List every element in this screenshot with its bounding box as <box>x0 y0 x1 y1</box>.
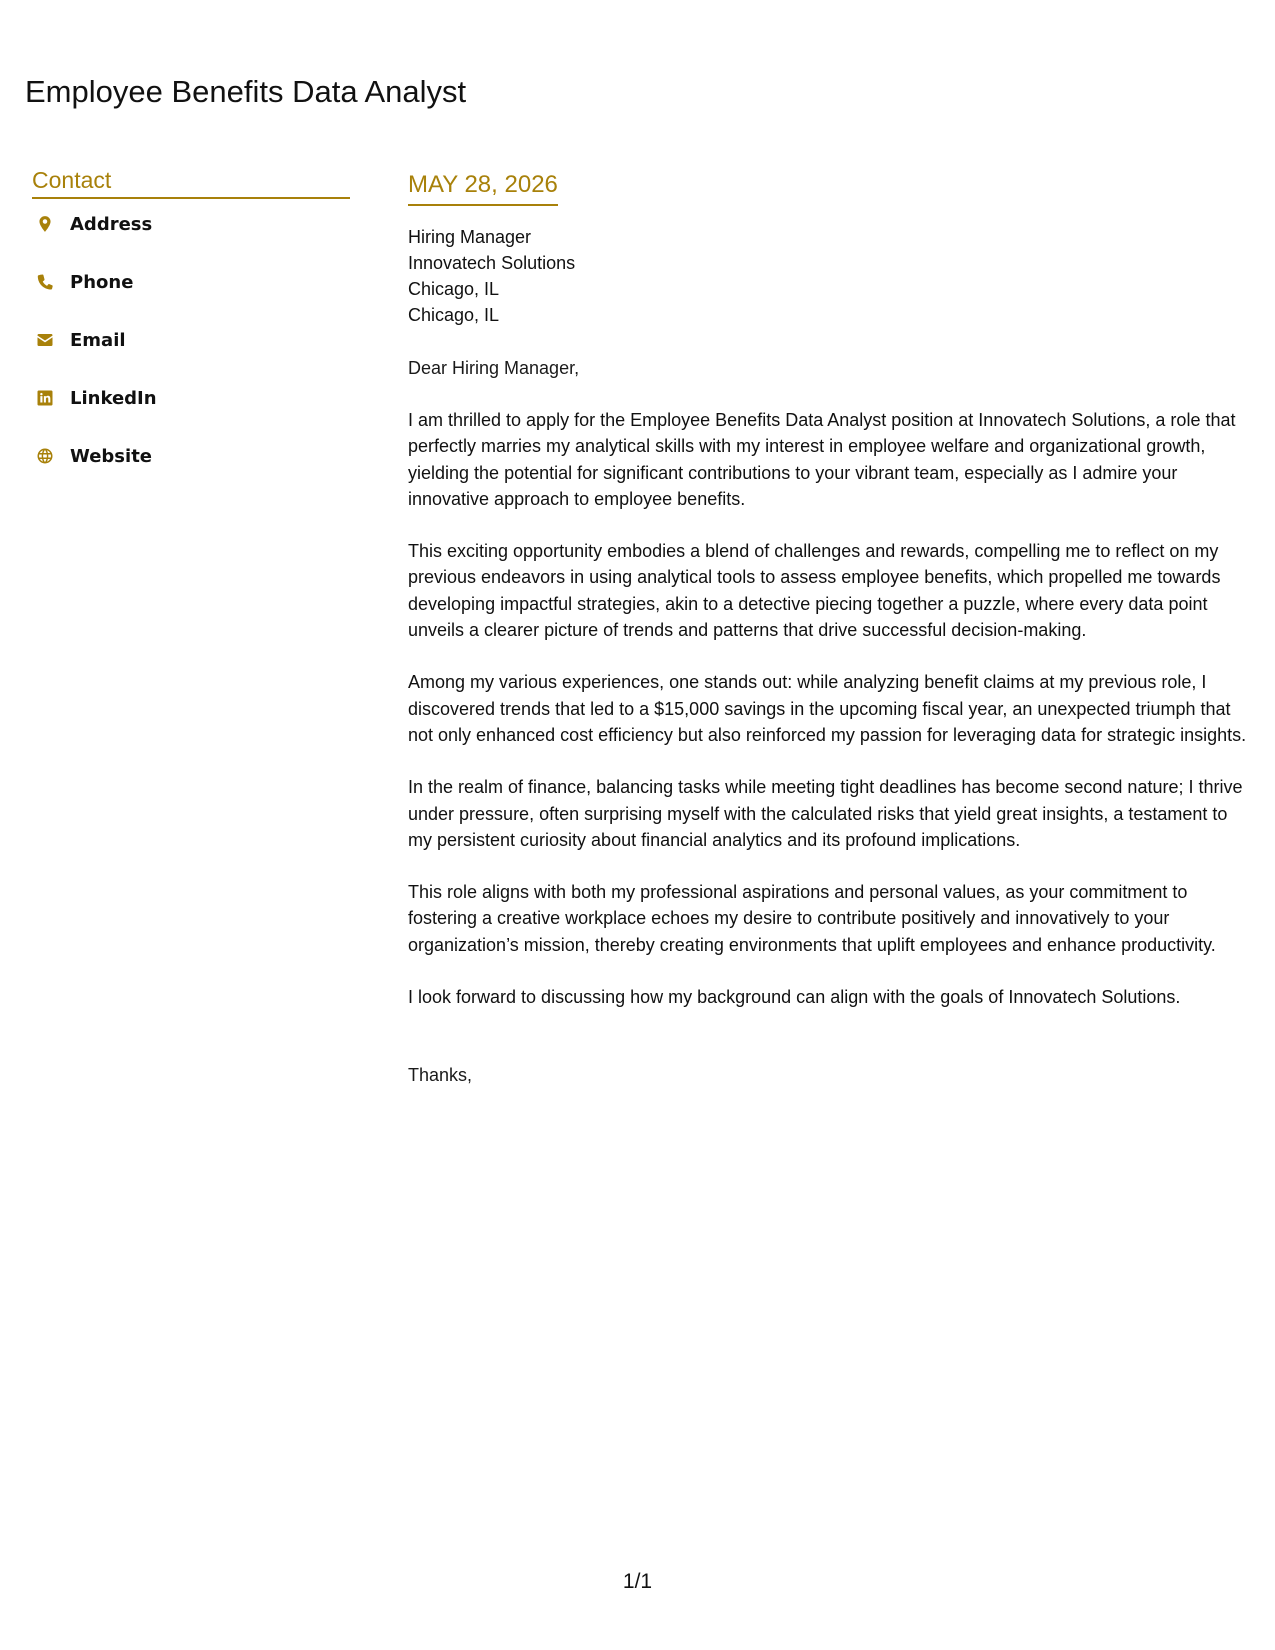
phone-icon <box>34 271 56 293</box>
body-paragraph-1: I am thrilled to apply for the Employee Benefits Data Analyst position at Innovatech Solutions, a role that perfectly marries my analytical skills with my interest in employee welfare and organizational growth, yielding the potential for significant contributions to your vibrant team, especially as I admire your innovative approach to employee benefits. <box>408 410 1236 509</box>
recipient-company: Innovatech Solutions <box>408 253 576 273</box>
recipient-name: Hiring Manager <box>408 227 532 247</box>
linkedin-icon <box>34 387 56 409</box>
closing: Thanks, <box>408 1065 473 1086</box>
body-paragraph-3: Among my various experiences, one stands out: while analyzing benefit claims at my previous role, I discovered trends that led to a $15,000 savings in the upcoming fiscal year, an unexpected triumph that not only enhanced cost efficiency but also reinforced my passion for leveraging data for strategic insights. <box>408 672 1247 745</box>
contact-label-email: Email <box>70 329 126 351</box>
contact-label-address: Address <box>70 213 153 235</box>
contact-label-website: Website <box>70 445 153 467</box>
contact-label-phone: Phone <box>70 271 134 293</box>
globe-icon <box>34 445 56 467</box>
letter-date: MAY 28, 2026 <box>408 168 558 206</box>
envelope-icon <box>34 329 56 351</box>
recipient-address-line-2: Chicago, IL <box>408 305 500 325</box>
map-pin-icon <box>34 213 56 235</box>
contact-sidebar <box>32 165 350 467</box>
recipient-block <box>408 224 1248 328</box>
letter-body <box>408 168 1248 1088</box>
contact-heading: Contact <box>32 165 350 199</box>
contact-item-email[interactable] <box>32 329 350 351</box>
recipient-address-line-1: Chicago, IL <box>408 279 500 299</box>
page-number: 1/1 <box>622 1570 653 1593</box>
contact-item-linkedin[interactable] <box>32 387 350 409</box>
body-paragraph-2: This exciting opportunity embodies a blend of challenges and rewards, compelling me to reflect on my previous endeavors in using analytical tools to assess employee benefits, which propelled me towards developing impactful strategies, akin to a detective piecing together a puzzle, where every data point unveils a clearer picture of trends and patterns that drive successful decision-making. <box>408 541 1221 641</box>
body-paragraph-4: In the realm of finance, balancing tasks while meeting tight deadlines has become second nature; I thrive under pressure, often surprising myself with the calculated risks that yield great insights, a testament to my persistent curiosity about financial analytics and its profound implications. <box>408 777 1243 850</box>
contact-label-linkedin: LinkedIn <box>70 387 157 409</box>
contact-item-website[interactable] <box>32 445 350 467</box>
salutation: Dear Hiring Manager, <box>408 358 580 378</box>
contact-item-address[interactable] <box>32 213 350 235</box>
contact-list <box>32 213 350 467</box>
body-paragraph-5: This role aligns with both my professional aspirations and personal values, as your commitment to fostering a creative workplace echoes my desire to contribute positively and innovatively to your organization’s mission, thereby creating environments that uplift employees and enhance productivity. <box>408 882 1216 955</box>
body-paragraph-6: I look forward to discussing how my background can align with the goals of Innovatech Solutions. <box>408 987 1181 1008</box>
contact-item-phone[interactable] <box>32 271 350 293</box>
page-title: Employee Benefits Data Analyst <box>25 74 467 109</box>
